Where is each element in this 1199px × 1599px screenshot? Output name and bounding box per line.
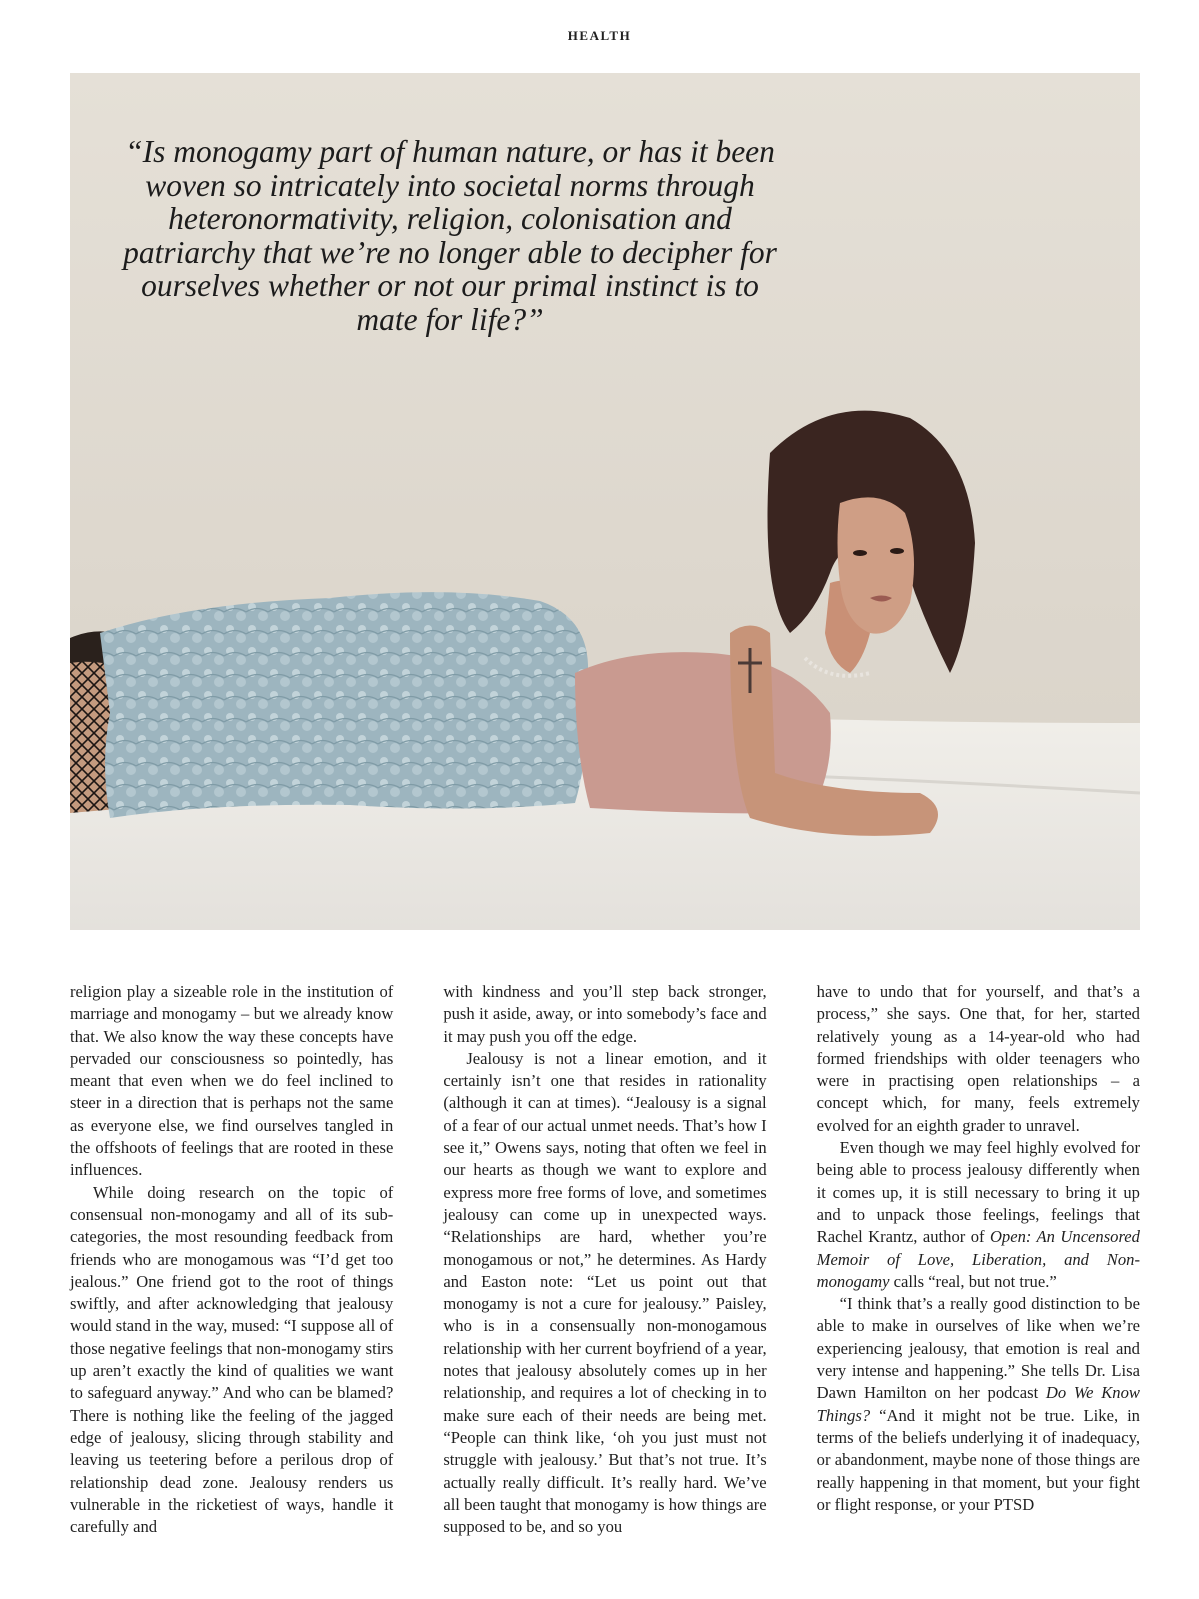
paragraph: While doing research on the topic of consensual non-monogamy and all of its sub-categories, the most resounding feedback from friends who are monogamous was “I’d get too jealous.” One friend got to the root of things swiftly, and after acknowledging that jealousy would stand in the way, mused: “I suppose all of those negative feelings that non-monogamy stirs up aren’t exactly the kind of qualities we want to safeguard anyway.” And who can be blamed? There is nothing like the feeling of the jagged edge of jealousy, slicing through stability and leaving us teetering before a perilous drop of relationship dead zone. Jealousy renders us vulnerable in the ricketiest of ways, handle it carefully and [70,1182,394,1537]
article-column-1 [70,981,393,1556]
text-run: Even though we may feel highly evolved for being able to process jealousy differently when it comes up, it is still necessary to bring it up and to unpack those feelings, feelings that Rachel Krantz, author of [816,1138,1140,1247]
article-body [70,981,1140,1556]
podcast-title: Do We Know Things? [816,1383,1140,1425]
paragraph [817,1293,1140,1516]
paragraph [817,1137,1140,1293]
text-run: calls “real, but not true.” [889,1271,1057,1291]
face [838,497,915,633]
pull-quote: “Is monogamy part of human nature, or has it been woven so intricately into societal norms through heteronormativity, religion, colonisation and patriarchy that we’re no longer able to decipher for ourselves whether or not our primal instinct is to mate for life?” [123,134,777,337]
paragraph: with kindness and you’ll step back stronger, push it aside, away, or into somebody’s face and it may push you off the edge. [443,982,767,1046]
article-column-2 [443,981,766,1556]
text-run: “I think that’s a really good distinction to be able to make in ourselves of like when we’re experiencing jealousy, that emotion is real and very intense and happening.” She tells Dr. Lisa Dawn Hamilton on her podcast [816,1294,1140,1403]
paragraph: religion play a sizeable role in the institution of marriage and monogamy – but we already know that. We also know the way these concepts have pervaded our consciousness so pointedly, has meant that even when we do feel inclined to steer in a direction that is perhaps not the same as everyone else, we find ourselves tangled in the offshoots of feelings that are rooted in these influences. [70,982,394,1180]
section-label: HEALTH [567,28,632,43]
lace-skirt [100,592,588,818]
paragraph: Jealousy is not a linear emotion, and it certainly isn’t one that resides in rationality (although it can at times). “Jealousy is a signal of a fear of our actual unmet needs. That’s how I see it,” Owens says, noting that often we feel in our hearts as though we want to explore and express more free forms of love, and sometimes jealousy can come up in unexpected ways. “Relationships are hard, whether you’re monogamous or not,” he determines. As Hardy and Easton note: “Let us point out that monogamy is not a cure for jealousy.” Paisley, who is in a consensually non-monogamous relationship with her current boyfriend of a year, notes that jealousy absolutely comes up in her relationship, and requires a lot of checking in to make sure each of their needs are being met. “People can think like, ‘oh you just must not struggle with jealousy.’ But that’s not true. It’s actually really difficult. It’s really hard. We’ve all been taught that monogamy is how things are supposed to be, and so you [443,1048,767,1537]
feature-photo [70,73,1140,930]
text-run: “And it might not be true. Like, in terms of the beliefs underlying it of inadequacy, or abandonment, maybe none of those things are really happening in that moment, but your fight or flight response, or your PTSD [816,1405,1140,1514]
book-title: Open: An Uncensored Memoir of Love, Liberation, and Non-monogamy [816,1227,1140,1291]
article-column-3 [817,981,1140,1556]
paragraph: have to undo that for yourself, and that’s a process,” she says. One that, for her, started relatively young as a 14-year-old who had formed friendships with older teenagers who were in practising open relationships – a concept which, for many, feels extremely evolved for an eighth grader to unravel. [816,982,1140,1135]
